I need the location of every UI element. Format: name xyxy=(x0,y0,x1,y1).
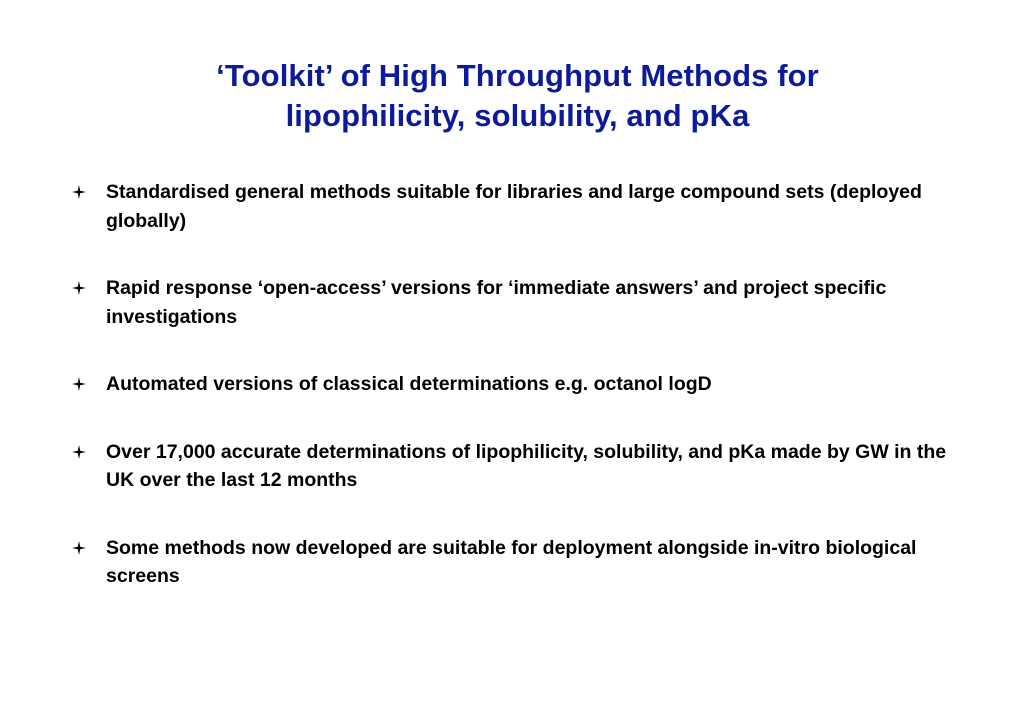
four-pointed-star-icon xyxy=(68,438,106,467)
four-pointed-star-icon xyxy=(68,370,106,399)
four-pointed-star-icon xyxy=(68,274,106,303)
bullet-item-5 xyxy=(68,534,968,591)
bullet-text-5: Some methods now developed are suitable for deployment alongside in-vitro biological screens xyxy=(106,536,917,587)
bullet-item-4 xyxy=(68,438,968,495)
slide-title-line-2: lipophilicity, solubility, and pKa xyxy=(285,98,750,133)
bullet-list xyxy=(68,178,968,630)
bullet-text-3: Automated versions of classical determinations e.g. octanol logD xyxy=(106,373,712,395)
bullet-text-4: Over 17,000 accurate determinations of lipophilicity, solubility, and pKa made by GW in the UK over the last 12 months xyxy=(106,440,947,491)
bullet-item-2 xyxy=(68,274,968,331)
four-pointed-star-icon xyxy=(68,178,106,207)
bullet-text-1: Standardised general methods suitable for libraries and large compound sets (deployed globally) xyxy=(106,181,922,232)
four-pointed-star-icon xyxy=(68,534,106,563)
bullet-item-3 xyxy=(68,370,968,399)
bullet-text-2: Rapid response ‘open-access’ versions for ‘immediate answers’ and project specific investigations xyxy=(106,277,887,328)
slide-title-line-1: ‘Toolkit’ of High Throughput Methods for xyxy=(216,58,819,93)
slide-title xyxy=(80,56,955,136)
bullet-item-1 xyxy=(68,178,968,235)
